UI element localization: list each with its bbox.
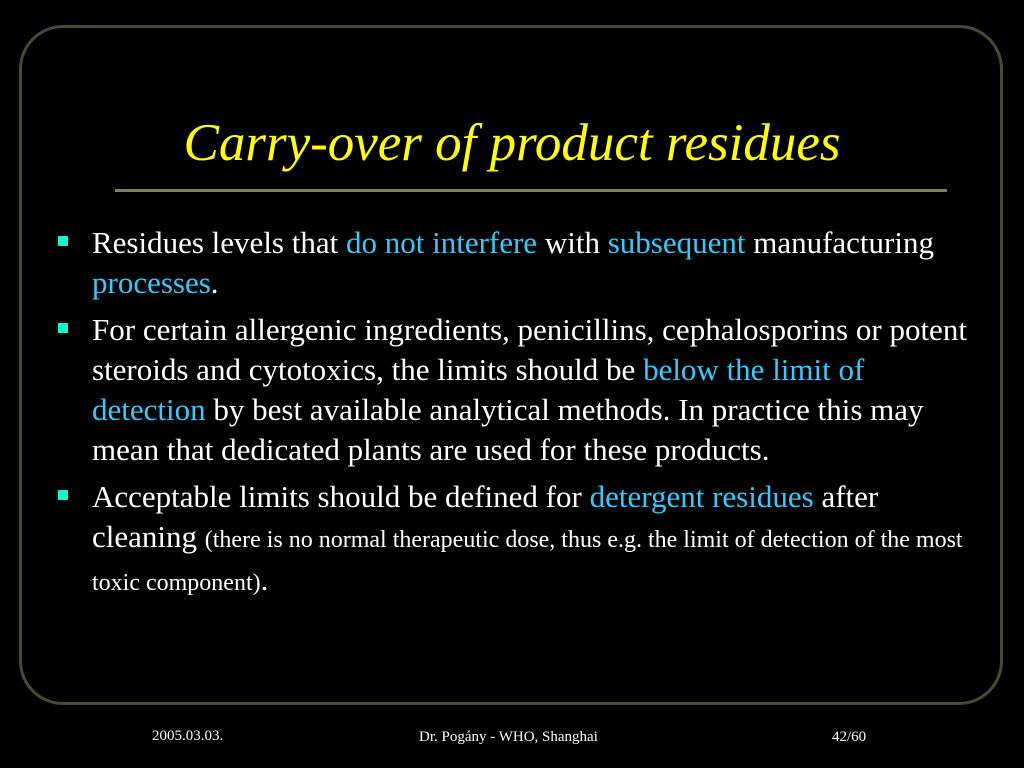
highlighted-phrase: processes — [92, 265, 211, 300]
bullet-text — [92, 225, 934, 300]
highlighted-phrase: below the limit of detection — [92, 352, 865, 427]
square-bullet-icon — [58, 236, 68, 246]
square-bullet-icon — [58, 323, 68, 333]
title-underline — [115, 189, 947, 192]
bullet-text-segment: with — [537, 225, 608, 260]
bullet-list — [92, 223, 972, 610]
highlighted-phrase: subsequent — [607, 225, 746, 260]
bullet-text-segment: by best available analytical methods. In practice this may mean that dedicated plants are used for these products. — [92, 392, 924, 467]
square-bullet-icon — [58, 490, 68, 500]
bullet-text-segment: . — [260, 562, 269, 597]
bullet-text — [92, 479, 963, 597]
footer-presenter: Dr. Pogány - WHO, Shanghai — [419, 729, 598, 745]
bullet-text-segment: manufacturing — [745, 225, 934, 260]
parenthetical-note: (there is no normal therapeutic dose, thus e.g. the limit of detection of the most toxic component) — [92, 527, 963, 596]
bullet-item — [92, 310, 972, 470]
bullet-text — [92, 312, 967, 467]
highlighted-phrase: do not interfere — [345, 225, 538, 260]
slide-title: Carry-over of product residues — [183, 114, 841, 172]
highlighted-phrase: detergent residues — [589, 479, 814, 514]
bullet-text-segment: . — [210, 265, 219, 300]
footer-page-number: 42/60 — [832, 729, 867, 745]
footer-date: 2005.03.03. — [152, 728, 224, 744]
bullet-text-segment: Acceptable limits should be defined for — [92, 479, 590, 514]
bullet-text-segment: after cleaning — [92, 479, 879, 554]
bullet-text-segment: Residues levels that — [92, 225, 346, 260]
bullet-text-segment: For certain allergenic ingredients, penicillins, cephalosporins or potent steroids and cytotoxics, the limits should be — [92, 312, 967, 387]
bullet-item — [92, 223, 972, 303]
bullet-item — [92, 477, 972, 603]
